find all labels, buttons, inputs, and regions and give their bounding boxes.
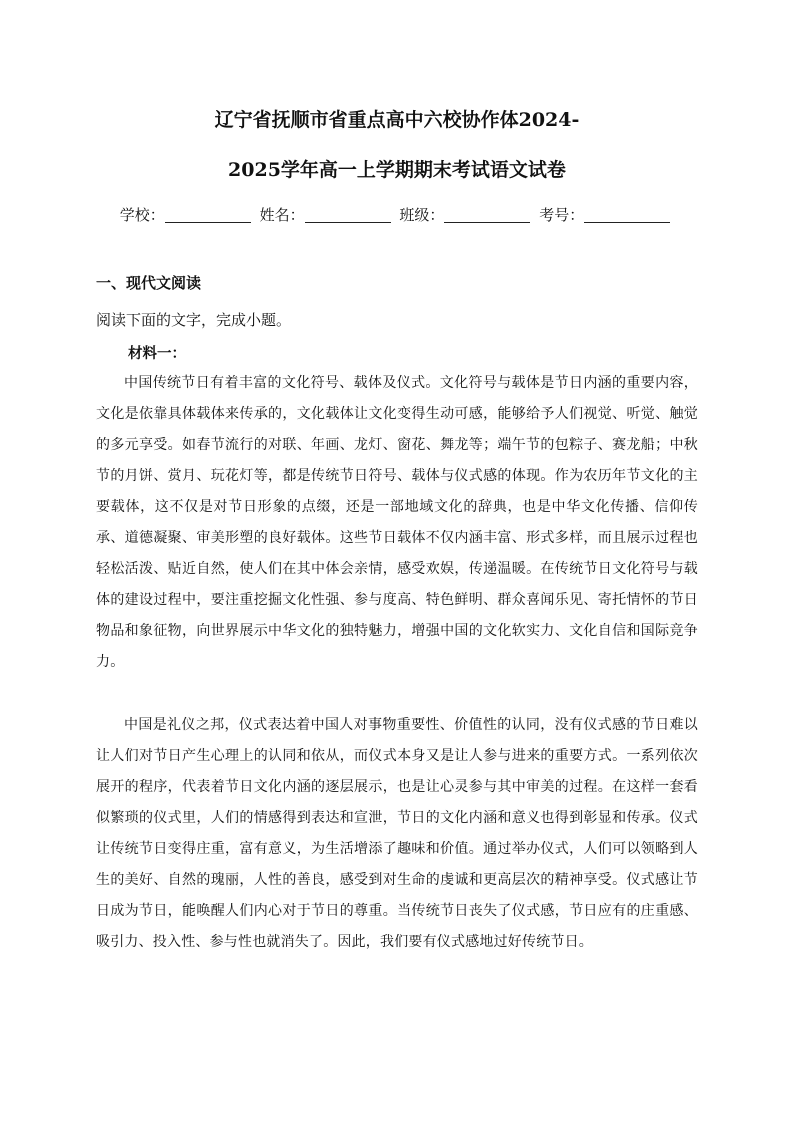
material-paragraph: 中国传统节日有着丰富的文化符号、载体及仪式。文化符号与载体是节日内涵的重要内容，文化是依靠具体载体来传承的，文化载体让文化变得生动可感，能够给予人们视觉、听觉、触觉的多元享受。如春节流行的对联、年画、龙灯、窗花、舞龙等；端午节的包粽子、赛龙船；中秋节的月饼、赏月、玩花灯等，都是传统节日符号、载体与仪式感的体现。作为农历年节文化的主要载体，这不仅是对节日形象的点缀，还是一部地域文化的辞典，也是中华文化传播、信仰传承、道德凝聚、审美形塑的良好载体。这些节日载体不仅内涵丰富、形式多样，而且展示过程也轻松活泼、贴近自然，使人们在其中体会亲情，感受欢娱，传递温暖。在传统节日文化符号与载体的建设过程中，要注重挖掘文化性强、参与度高、特色鲜明、群众喜闻乐见、寄托情怀的节日物品和象征物，向世界展示中华文化的独特魅力，增强中国的文化软实力、文化自信和国际竞争力。 [96, 375, 698, 670]
exam-number-blank[interactable] [584, 208, 670, 223]
material-label: 材料一： [128, 345, 186, 362]
exam-title-line-2: 2025学年高一上学期期末考试语文试卷 [228, 159, 566, 181]
school-blank[interactable] [165, 208, 251, 223]
exam-number-label: 考号： [539, 206, 585, 224]
name-label: 姓名： [259, 206, 305, 224]
material-paragraph: 中国是礼仪之邦，仪式表达着中国人对事物重要性、价值性的认同，没有仪式感的节日难以让人们对节日产生心理上的认同和依从，而仪式本身又是让人参与进来的重要方式。一系列依次展开的程序，代表着节日文化内涵的逐层展示，也是让心灵参与其中审美的过程。在这样一套看似繁琐的仪式里，人们的情感得到表达和宣泄，节日的文化内涵和意义也得到彰显和传承。仪式让传统节日变得庄重，富有意义，为生活增添了趣味和价值。通过举办仪式，人们可以领略到人生的美好、自然的瑰丽，人性的善良，感受到对生命的虔诚和更高层次的精神享受。仪式感让节日成为节日，能唤醒人们内心对于节日的尊重。当传统节日丧失了仪式感，节日应有的庄重感、吸引力、投入性、参与性也就消失了。因此，我们要有仪式感地过好传统节日。 [96, 717, 698, 950]
class-blank[interactable] [444, 208, 530, 223]
class-label: 班级： [399, 206, 445, 224]
student-info-line [0, 204, 794, 225]
school-label: 学校： [119, 206, 165, 224]
name-blank[interactable] [305, 208, 391, 223]
reading-instruction: 阅读下面的文字，完成小题。 [96, 311, 292, 329]
exam-title-line-1: 辽宁省抚顺市省重点高中六校协作体2024- [214, 109, 580, 131]
section-heading: 一、现代文阅读 [96, 274, 202, 292]
